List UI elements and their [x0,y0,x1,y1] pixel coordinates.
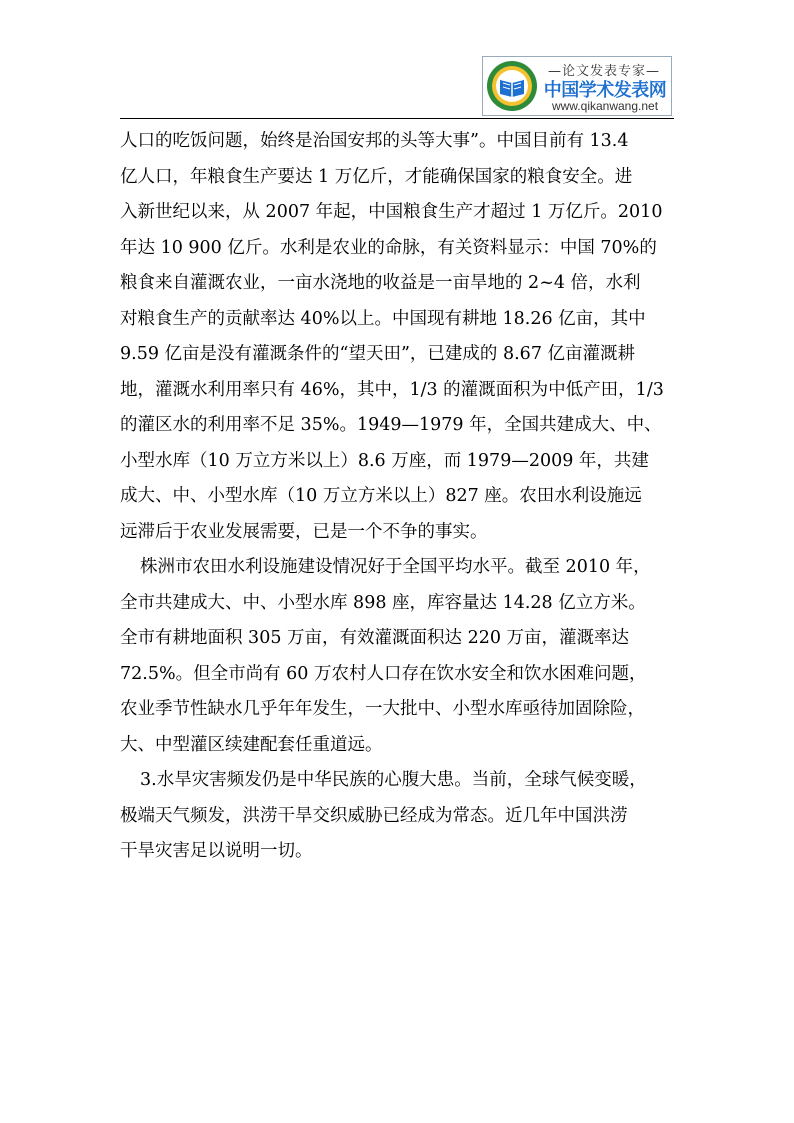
text-line: 小型水库（10 万立方米以上）8.6 万座，而 1979—2009 年，共建 [120,450,649,471]
text-line: 成大、中、小型水库（10 万立方米以上）827 座。农田水利设施远 [120,486,642,506]
article-body [120,124,674,870]
text-line: 地，灌溉水利用率只有 46%，其中，1/3 的灌溉面积为中低产田，1/3 [120,379,664,400]
header-divider [120,118,674,119]
site-logo[interactable] [482,56,672,116]
text-line: 人口的吃饭问题，始终是治国安邦的头等大事”。中国目前有 13.4 [120,131,629,151]
text-line: 对粮食生产的贡献率达 40%以上。中国现有耕地 18.26 亿亩，其中 [120,308,646,329]
text-line: 亿人口，年粮食生产要达 1 万亿斤，才能确保国家的粮食安全。进 [120,166,633,187]
text-line: 农业季节性缺水几乎年年发生，一大批中、小型水库亟待加固除险， [120,699,645,719]
logo-url[interactable]: www.qikanwang.net [551,99,659,113]
text-line: 3.水旱灾害频发仍是中华民族的心腹大患。当前，全球气候变暖， [140,770,647,790]
text-line: 粮食来自灌溉农业，一亩水浇地的收益是一亩旱地的 2~4 倍，水利 [120,273,641,293]
text-line: 干旱灾害足以说明一切。 [120,841,313,861]
text-line: 入新世纪以来，从 2007 年起，中国粮食生产才超过 1 万亿斤。2010 [120,202,663,222]
text-line: 大、中型灌区续建配套任重道远。 [120,734,383,755]
paragraph-3 [120,763,674,870]
logo-slogan: —论文发表专家— [547,64,660,79]
book-emblem-icon [486,60,538,112]
text-line: 株洲市农田水利设施建设情况好于全国平均水平。截至 2010 年， [140,557,651,577]
logo-site-name: 中国学术发表网 [543,80,667,101]
paragraph-2 [120,550,674,763]
text-line: 9.59 亿亩是没有灌溉条件的“望天田”，已建成的 8.67 亿亩灌溉耕 [120,344,636,364]
text-line: 全市有耕地面积 305 万亩，有效灌溉面积达 220 万亩，灌溉率达 [120,628,630,648]
text-line: 72.5%。但全市尚有 60 万农村人口存在饮水安全和饮水困难问题， [120,663,647,684]
text-line: 全市共建成大、中、小型水库 898 座，库容量达 14.28 亿立方米。 [120,592,646,613]
text-line: 极端天气频发，洪涝干旱交织威胁已经成为常态。近几年中国洪涝 [120,805,628,826]
paragraph-1 [120,124,674,550]
page-header [120,56,674,120]
text-line: 远滞后于农业发展需要，已是一个不争的事实。 [120,521,488,542]
text-line: 的灌区水的利用率不足 35%。1949—1979 年，全国共建成大、中、 [120,415,662,435]
text-line: 年达 10 900 亿斤。水利是农业的命脉，有关资料显示：中国 70%的 [120,237,657,258]
